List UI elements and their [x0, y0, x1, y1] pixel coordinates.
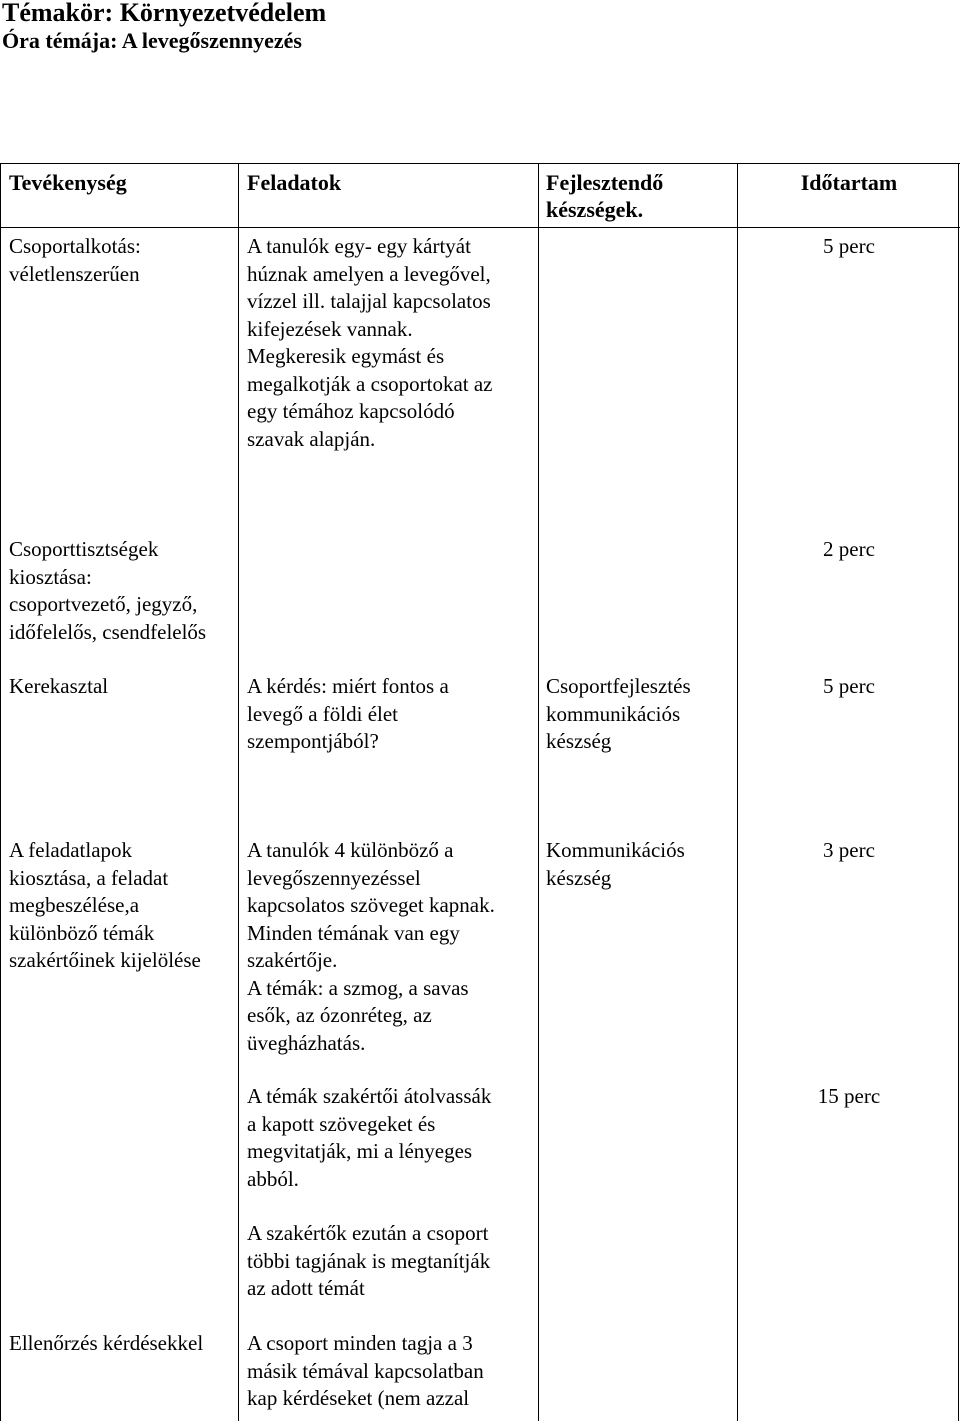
table-cell-skills: Csoportfejlesztés kommunikációs készség [546, 674, 691, 753]
table-cell-activity: Kerekasztal [9, 674, 109, 698]
column-divider-3 [737, 163, 738, 1421]
header-row-divider [0, 227, 960, 228]
table-cell-duration: 5 perc [823, 674, 875, 698]
column-divider-2 [538, 163, 539, 1421]
document-title: Témakör: Környezetvédelem [2, 0, 327, 27]
header-activity: Tevékenység [9, 170, 127, 195]
table-cell-duration: 15 perc [817, 1084, 881, 1108]
table-cell-tasks: A tanulók 4 különböző a levegőszennyezéssel kapcsolatos szöveget kapnak. Minden témának van egy szakértője. A témák: a szmog, a savas esők, az ózonréteg, az üvegházhatás. [247, 838, 495, 1055]
document-subtitle: Óra témája: A levegőszennyezés [2, 28, 302, 53]
table-cell-duration: 5 perc [823, 234, 875, 258]
header-tasks: Feladatok [247, 170, 342, 195]
table-cell-activity: Ellenőrzés kérdésekkel [9, 1331, 204, 1355]
table-cell-duration: 3 perc [823, 838, 875, 862]
table-cell-activity: Csoportalkotás: véletlenszerűen [9, 234, 141, 286]
table-cell-tasks: A kérdés: miért fontos a levegő a földi élet szempontjából? [247, 674, 449, 753]
table-cell-tasks: A csoport minden tagja a 3 másik témával kapcsolatban kap kérdéseket (nem azzal [247, 1331, 484, 1410]
table-cell-tasks: A szakértők ezután a csoport többi tagjának is megtanítják az adott témát [247, 1221, 491, 1300]
column-divider-1 [238, 163, 239, 1421]
header-duration: Időtartam [800, 170, 898, 195]
table-cell-activity: A feladatlapok kiosztása, a feladat megbeszélése,a különböző témák szakértőinek kijelölése [9, 838, 201, 972]
header-skills: Fejlesztendő készségek. [546, 170, 664, 222]
table-cell-tasks: A tanulók egy- egy kártyát húznak amelyen a levegővel, vízzel ill. talajjal kapcsolatos kifejezések vannak. Megkeresik egymást és megalkotják a csoportokat az egy témához kapcsolódó szavak alapján. [247, 234, 493, 451]
table-top-border [0, 163, 960, 164]
table-cell-duration: 2 perc [823, 537, 875, 561]
table-cell-tasks: A témák szakértői átolvassák a kapott szövegeket és megvitatják, mi a lényeges abból. [247, 1084, 492, 1191]
table-right-border [958, 163, 959, 1421]
table-left-border [0, 163, 1, 1421]
table-cell-skills: Kommunikációs készség [546, 838, 685, 890]
table-cell-activity: Csoporttisztségek kiosztása: csoportvezető, jegyző, időfelelős, csendfelelős [9, 537, 207, 644]
